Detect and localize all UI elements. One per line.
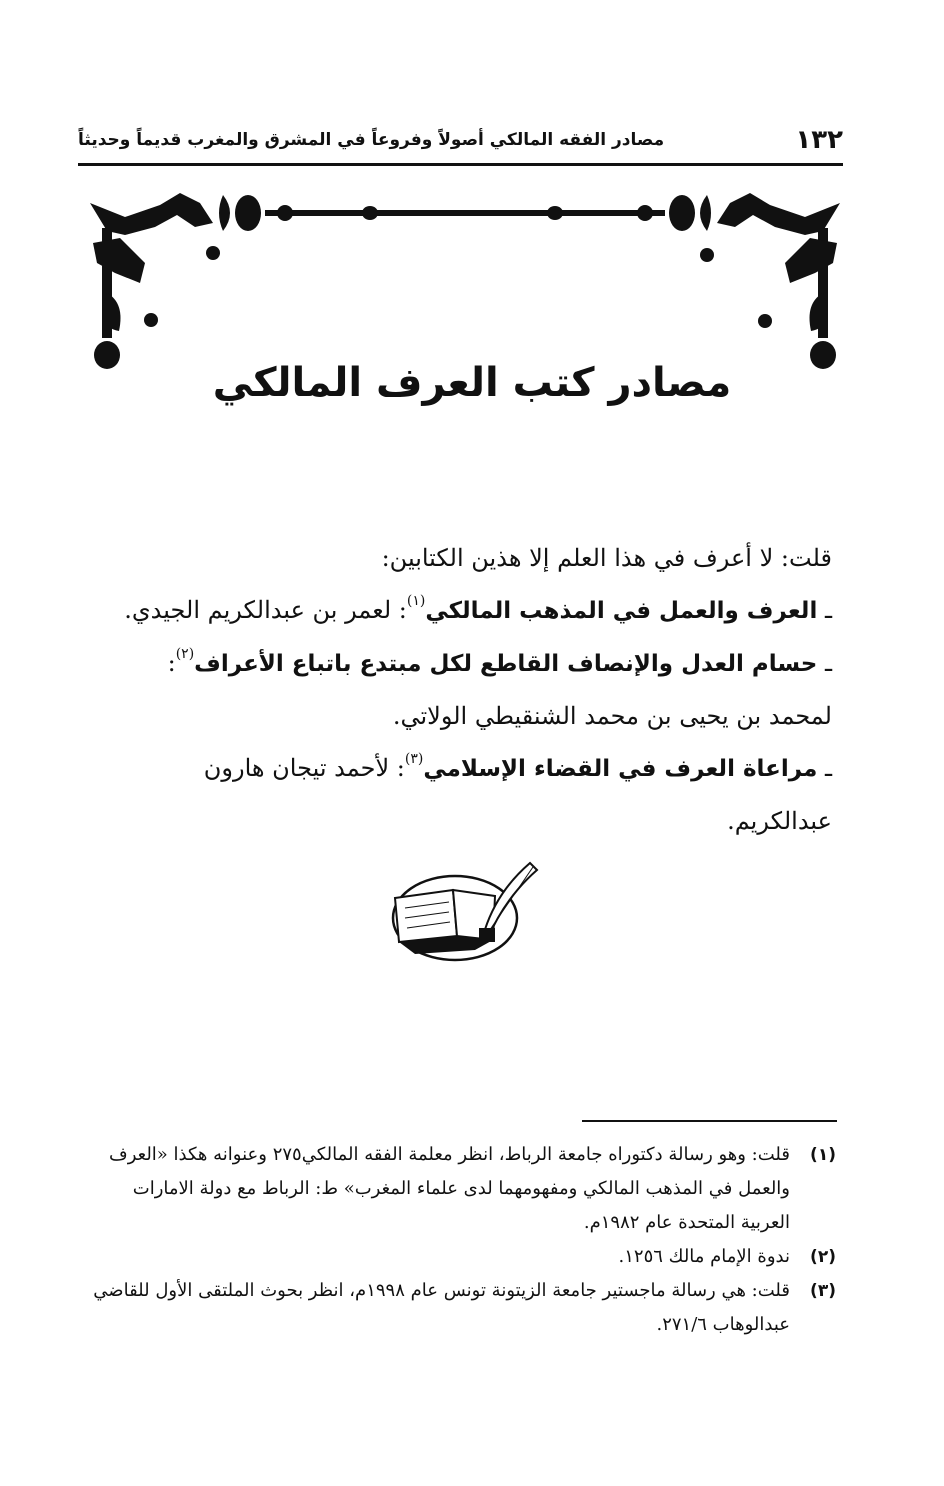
book-author: : لمحمد بن يحيى بن محمد الشنقيطي الولاتي. [167,649,832,730]
footnotes [80,1138,836,1342]
footnote [80,1274,836,1342]
item-dash: ـ [824,754,832,782]
intro-line: قلت: لا أعرف في هذا العلم إلا هذين الكتابين: [381,544,832,572]
footnote-rule [582,1120,837,1122]
page-number: ١٣٢ [795,125,843,155]
item-dash: ـ [824,649,832,677]
footnote-number: (٢) [810,1247,836,1267]
book-and-quill-icon [375,858,545,968]
footnote-text: ندوة الإمام مالك ١٢٥٦. [618,1246,790,1267]
book-author: : لأحمد تيجان هارون عبدالكريم. [203,754,832,835]
frame-corner-ornament-icon [85,183,845,383]
header-rule [78,163,843,166]
list-item [102,637,832,742]
book-author: : لعمر بن عبدالكريم الجيدي. [124,596,407,624]
running-title: مصادر الفقه المالكي أصولاً وفروعاً في المشرق والمغرب قديماً وحديثاً [78,130,665,150]
footnote-ref: (١) [406,593,426,609]
item-dash: ـ [824,596,832,624]
footnote-ref: (٣) [404,751,424,767]
body-text [102,532,832,847]
footnote [80,1240,836,1274]
list-item [102,742,832,847]
book-title: حسام العدل والإنصاف القاطع لكل مبتدع باتباع الأعراف [194,651,818,677]
footnote [80,1138,836,1240]
footnote-text: قلت: هي رسالة ماجستير جامعة الزيتونة تونس عام ١٩٩٨م، انظر بحوث الملتقى الأول للقاضي عبدالوهاب ٢٧١/٦. [93,1280,790,1335]
footnote-number: (١) [810,1145,836,1165]
book-title: العرف والعمل في المذهب المالكي [425,598,818,624]
page-header [78,120,843,160]
book-title: مراعاة العرف في القضاء الإسلامي [423,756,818,782]
footnote-number: (٣) [810,1281,836,1301]
list-item [102,584,832,637]
chapter-title: مصادر كتب العرف المالكي [212,360,732,406]
footnote-ref: (٢) [175,646,195,662]
footnote-text: قلت: وهو رسالة دكتوراه جامعة الرباط، انظر معلمة الفقه المالكي٢٧٥ وعنوانه هكذا «العرف والعمل في المذهب المالكي ومفهومهما لدى علماء المغرب» ط: الرباط مع دولة الامارات العربية المتحدة عام ١٩٨٢م. [109,1144,790,1233]
